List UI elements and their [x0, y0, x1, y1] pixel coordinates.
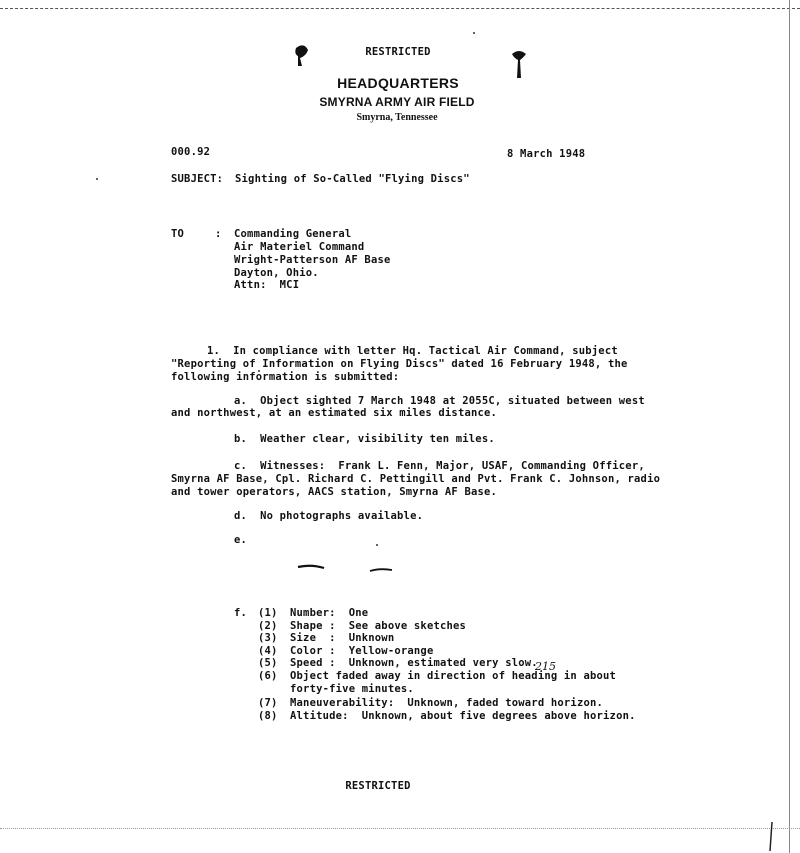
- scan-edge-top: [0, 8, 800, 9]
- file-number: 000.92: [171, 146, 211, 158]
- classification-bottom: RESTRICTED: [345, 780, 411, 792]
- punch-mark-right: [508, 48, 530, 82]
- f-item-text: Number: One: [290, 607, 369, 619]
- item-b: b. Weather clear, visibility ten miles.: [234, 433, 495, 445]
- addressee-line: Commanding General: [234, 228, 352, 240]
- to-colon: :: [215, 228, 222, 240]
- f-item-text: Altitude: Unknown, about five degrees above horizon.: [290, 710, 636, 722]
- letter-date: 8 March 1948: [507, 148, 586, 160]
- unit-heading: SMYRNA ARMY AIR FIELD: [319, 95, 475, 109]
- f-item-number: (2): [258, 620, 278, 632]
- scan-edge-bottom: [0, 828, 800, 829]
- object-sketch-1: [296, 562, 326, 572]
- location-heading: Smyrna, Tennessee: [356, 112, 438, 123]
- subject-text: Sighting of So-Called "Flying Discs": [235, 173, 470, 185]
- speck-2: [96, 178, 98, 180]
- item-c-line: c. Witnesses: Frank L. Fenn, Major, USAF, Commanding Officer,: [234, 460, 645, 472]
- item-c-line: Smyrna AF Base, Cpl. Richard C. Pettingill and Pvt. Frank C. Johnson, radio: [171, 473, 661, 485]
- to-label: TO: [171, 228, 185, 240]
- object-sketch-2: [368, 565, 394, 575]
- speck-1: [473, 32, 475, 34]
- f-item-text: Object faded away in direction of heading in about: [290, 670, 617, 682]
- f-item-text: Maneuverability: Unknown, faded toward horizon.: [290, 697, 604, 709]
- item-d: d. No photographs available.: [234, 510, 424, 522]
- f-item-text: Size : Unknown: [290, 632, 395, 644]
- scan-artifact-bottom-right: [764, 820, 778, 853]
- addressee-line: Dayton, Ohio.: [234, 267, 319, 279]
- para1-line: following information is submitted:: [171, 371, 400, 383]
- item-a-line: a. Object sighted 7 March 1948 at 2055C, situated between west: [234, 395, 645, 407]
- para1-line: "Reporting of Information on Flying Discs" dated 16 February 1948, the: [171, 358, 628, 370]
- classification-top: RESTRICTED: [365, 46, 431, 58]
- speck-4: [376, 544, 378, 546]
- f-item-number: (5): [258, 657, 278, 669]
- org-heading: HEADQUARTERS: [337, 75, 459, 91]
- item-c-line: and tower operators, AACS station, Smyrna AF Base.: [171, 486, 498, 498]
- f-item-text: Shape : See above sketches: [290, 620, 467, 632]
- punch-mark-left: [290, 42, 314, 72]
- para1-line: 1. In compliance with letter Hq. Tactical Air Command, subject: [207, 345, 618, 357]
- f-item-text: Speed : Unknown, estimated very slow.: [290, 657, 538, 669]
- f-item-number: (3): [258, 632, 278, 644]
- addressee-line: Attn: MCI: [234, 279, 300, 291]
- handwritten-note: 215: [535, 660, 556, 673]
- addressee-line: Wright-Patterson AF Base: [234, 254, 391, 266]
- item-f-label: f.: [234, 607, 248, 619]
- scan-edge-right: [789, 0, 790, 853]
- addressee-line: Air Materiel Command: [234, 241, 365, 253]
- f-item-number: (7): [258, 697, 278, 709]
- f-item-text: Color : Yellow-orange: [290, 645, 434, 657]
- f-item-number: (8): [258, 710, 278, 722]
- item-a-line: and northwest, at an estimated six miles distance.: [171, 407, 498, 419]
- item-e: e.: [234, 534, 248, 546]
- subject-label: SUBJECT:: [171, 173, 224, 185]
- f-item-number: (6): [258, 670, 278, 682]
- f-item-text: forty-five minutes.: [290, 683, 414, 695]
- f-item-number: (1): [258, 607, 278, 619]
- f-item-number: (4): [258, 645, 278, 657]
